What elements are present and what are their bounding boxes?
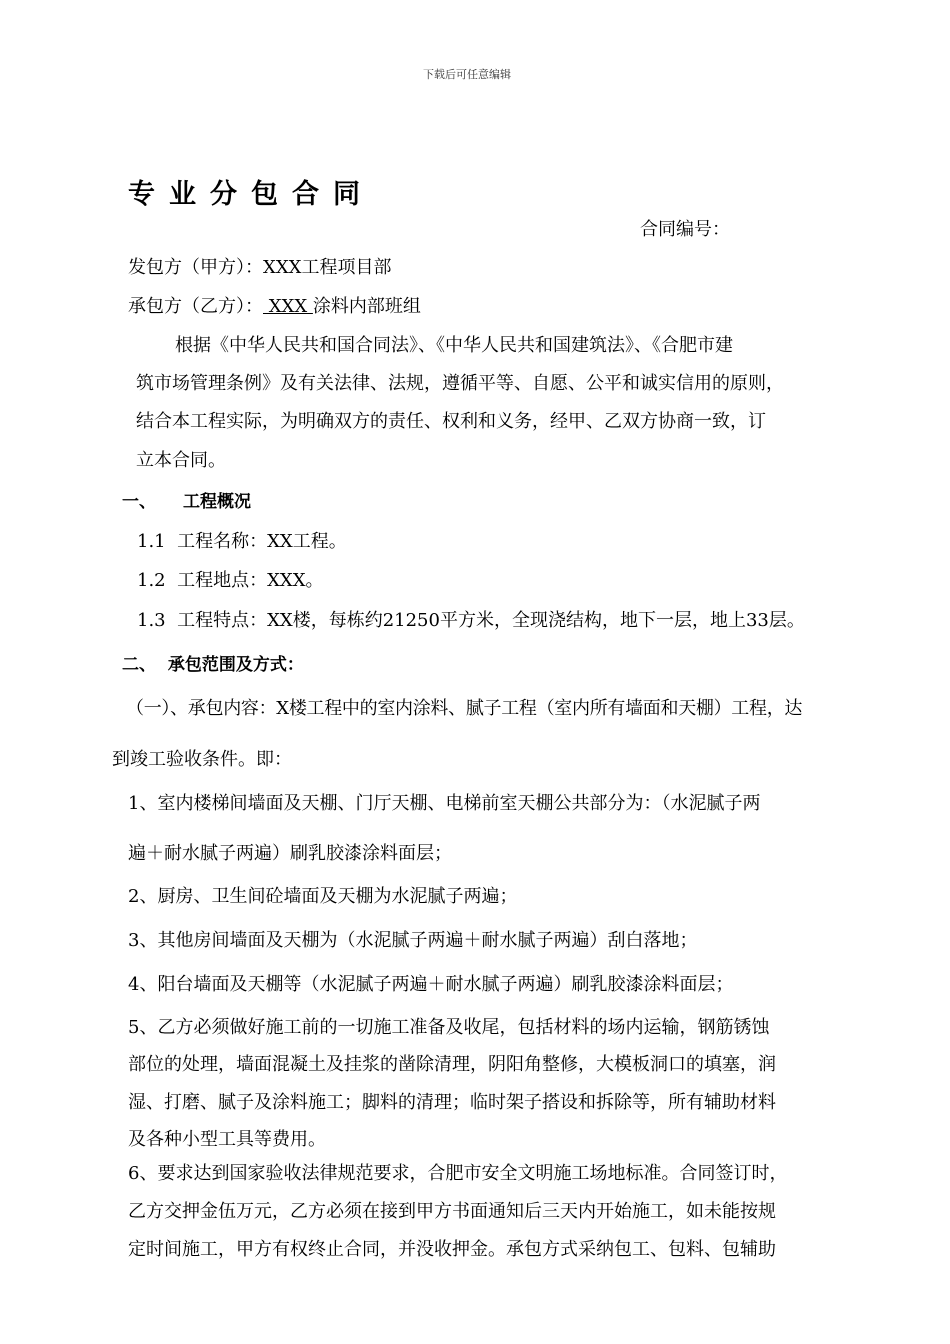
party-b-value-underlined: XXX: [263, 296, 313, 317]
section2-line: 1、室内楼梯间墙面及天棚、门厅天棚、电梯前室天棚公共部分为：（水泥腻子两: [128, 793, 761, 814]
section1-item: 1.2 工程地点：XXX。: [137, 570, 324, 591]
section2-line: 部位的处理，墙面混凝土及挂浆的凿除清理，阴阳角整修，大模板洞口的填塞，润: [128, 1054, 776, 1075]
intro-line: 筑市场管理条例》及有关法律、法规，遵循平等、自愿、公平和诚实信用的原则，: [136, 373, 784, 394]
section1-item: 1.3 工程特点：XX楼，每栋约21250平方米，全现浇结构，地下一层，地上33层。: [137, 610, 805, 631]
party-a-value: XXX工程项目部: [263, 257, 392, 278]
section2-line: 乙方交押金伍万元，乙方必须在接到甲方书面通知后三天内开始施工，如未能按规: [128, 1201, 776, 1222]
intro-line: 根据《中华人民共和国合同法》、《中华人民共和国建筑法》、《合肥市建: [175, 335, 733, 356]
section2-line: （一）、承包内容：X楼工程中的室内涂料、腻子工程（室内所有墙面和天棚）工程，达: [126, 698, 803, 719]
party-b-line: [128, 295, 421, 319]
section1-number: 一、: [122, 492, 156, 512]
header-note: 下载后可任意编辑: [423, 68, 511, 81]
party-b-label: 承包方（乙方）：: [128, 296, 263, 317]
section2-line: 4、阳台墙面及天棚等（水泥腻子两遍＋耐水腻子两遍）刷乳胶漆涂料面层；: [128, 974, 734, 995]
section2-line: 3、其他房间墙面及天棚为（水泥腻子两遍＋耐水腻子两遍）刮白落地；: [128, 930, 698, 951]
section2-heading: 二、 承包范围及方式：: [122, 655, 304, 675]
section2-line: 到竣工验收条件。即：: [112, 749, 292, 770]
section1-item: 1.1 工程名称：XX工程。: [137, 531, 347, 552]
contract-number-label: 合同编号：: [640, 219, 730, 240]
section1-title: 工程概况: [183, 492, 251, 512]
intro-line: 结合本工程实际，为明确双方的责任、权利和义务，经甲、乙双方协商一致，订: [136, 411, 766, 432]
document-title: 专业分包合同: [128, 179, 374, 210]
party-a-line: [128, 256, 391, 280]
section2-line: 6、要求达到国家验收法律规范要求，合肥市安全文明施工场地标准。合同签订时，: [128, 1163, 788, 1184]
section2-line: 遍＋耐水腻子两遍）刷乳胶漆涂料面层；: [128, 843, 452, 864]
section2-line: 2、厨房、卫生间砼墙面及天棚为水泥腻子两遍；: [128, 886, 518, 907]
section2-line: 湿、打磨、腻子及涂料施工；脚料的清理；临时架子搭设和拆除等，所有辅助材料: [128, 1092, 776, 1113]
section2-line: 5、乙方必须做好施工前的一切施工准备及收尾，包括材料的场内运输，钢筋锈蚀: [128, 1017, 770, 1038]
party-a-label: 发包方（甲方）：: [128, 257, 263, 278]
intro-line: 立本合同。: [136, 450, 226, 471]
section2-line: 及各种小型工具等费用。: [128, 1129, 326, 1150]
party-b-value-rest: 涂料内部班组: [312, 296, 421, 317]
section2-line: 定时间施工，甲方有权终止合同，并没收押金。承包方式采纳包工、包料、包辅助: [128, 1239, 776, 1260]
